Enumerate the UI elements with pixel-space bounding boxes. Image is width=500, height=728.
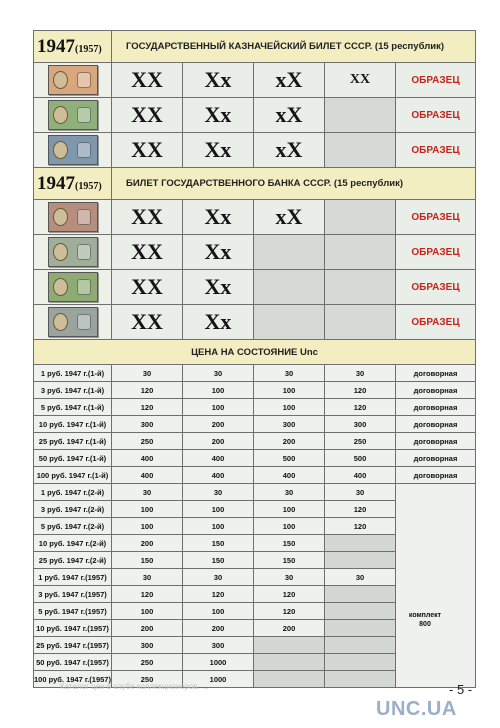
price-value-2: 30 — [183, 569, 254, 586]
price-value-3: 200 — [254, 620, 325, 637]
price-row-name: 100 руб. 1947 г.(1957) — [34, 671, 112, 688]
komplekt-value: 800 — [419, 621, 431, 628]
variant-mark-4 — [325, 270, 396, 305]
portrait-icon — [53, 313, 68, 331]
emblem-icon — [77, 244, 91, 260]
price-value-3: 120 — [254, 586, 325, 603]
price-value-1: 100 — [112, 518, 183, 535]
price-value-1: 300 — [112, 637, 183, 654]
price-row — [34, 416, 476, 433]
price-row — [34, 450, 476, 467]
price-value-3: 400 — [254, 467, 325, 484]
price-value-2: 200 — [183, 416, 254, 433]
price-value-4: 30 — [325, 484, 396, 501]
page-number: - 5 - — [449, 682, 473, 697]
year-text: 1947 — [37, 35, 75, 57]
price-value-2: 150 — [183, 535, 254, 552]
section-header — [34, 168, 476, 200]
portrait-icon — [53, 141, 68, 159]
sample-label: ОБРАЗЕЦ — [396, 133, 476, 168]
variant-mark-4 — [325, 133, 396, 168]
price-value-4: 30 — [325, 365, 396, 382]
price-value-2: 400 — [183, 467, 254, 484]
price-value-4 — [325, 586, 396, 603]
banknote-thumbnail — [48, 100, 98, 130]
variant-mark-1: XX — [112, 305, 183, 340]
price-value-3 — [254, 671, 325, 688]
banknote-row — [34, 63, 476, 98]
price-value-1: 150 — [112, 552, 183, 569]
price-row-name: 25 руб. 1947 г.(1-й) — [34, 433, 112, 450]
price-negotiable: договорная — [396, 433, 476, 450]
sample-label: ОБРАЗЕЦ — [396, 98, 476, 133]
banknote-image-cell — [34, 305, 112, 340]
price-value-3: 100 — [254, 382, 325, 399]
price-row — [34, 382, 476, 399]
price-negotiable: договорная — [396, 450, 476, 467]
price-value-3 — [254, 654, 325, 671]
section-header — [34, 31, 476, 63]
price-title: ЦЕНА НА СОСТОЯНИЕ Unc — [34, 340, 476, 365]
price-value-1: 200 — [112, 620, 183, 637]
banknote-thumbnail — [48, 202, 98, 232]
price-negotiable: договорная — [396, 467, 476, 484]
komplekt-label: комплект — [408, 612, 442, 619]
price-value-2: 100 — [183, 518, 254, 535]
variant-mark-3 — [254, 270, 325, 305]
banknote-image-cell — [34, 200, 112, 235]
price-value-3: 30 — [254, 569, 325, 586]
price-negotiable: договорная — [396, 365, 476, 382]
price-row-name: 5 руб. 1947 г.(1-й) — [34, 399, 112, 416]
price-row-name: 3 руб. 1947 г.(2-й) — [34, 501, 112, 518]
variant-mark-2: Xx — [183, 270, 254, 305]
price-value-1: 300 — [112, 416, 183, 433]
price-value-1: 30 — [112, 569, 183, 586]
catalog-page — [33, 30, 475, 688]
price-value-2: 1000 — [183, 671, 254, 688]
price-value-4 — [325, 637, 396, 654]
variant-mark-3 — [254, 305, 325, 340]
price-value-3: 30 — [254, 484, 325, 501]
sample-label: ОБРАЗЕЦ — [396, 270, 476, 305]
price-value-4 — [325, 654, 396, 671]
variant-mark-3: xX — [254, 200, 325, 235]
price-row — [34, 484, 476, 501]
price-value-3: 150 — [254, 535, 325, 552]
price-row — [34, 365, 476, 382]
sample-label: ОБРАЗЕЦ — [396, 63, 476, 98]
price-value-3: 120 — [254, 603, 325, 620]
banknote-image-cell — [34, 270, 112, 305]
variant-mark-1: XX — [112, 133, 183, 168]
footer-faint-text: Каталог цен в клубе коллекционеров. ... — [60, 682, 209, 691]
banknote-row — [34, 200, 476, 235]
price-value-2: 100 — [183, 603, 254, 620]
portrait-icon — [53, 71, 68, 89]
banknote-row — [34, 133, 476, 168]
emblem-icon — [77, 72, 91, 88]
price-value-2: 100 — [183, 501, 254, 518]
variant-mark-3: xX — [254, 98, 325, 133]
banknote-image-cell — [34, 235, 112, 270]
price-value-3: 300 — [254, 416, 325, 433]
price-row-name: 5 руб. 1947 г.(1957) — [34, 603, 112, 620]
variant-mark-1: XX — [112, 98, 183, 133]
price-value-2: 1000 — [183, 654, 254, 671]
price-row-name: 5 руб. 1947 г.(2-й) — [34, 518, 112, 535]
price-value-3: 200 — [254, 433, 325, 450]
emblem-icon — [77, 314, 91, 330]
variant-mark-1: XX — [112, 63, 183, 98]
price-row-name: 1 руб. 1947 г.(2-й) — [34, 484, 112, 501]
price-value-3: 100 — [254, 518, 325, 535]
variant-mark-2: Xx — [183, 200, 254, 235]
sample-label: ОБРАЗЕЦ — [396, 235, 476, 270]
price-value-1: 400 — [112, 450, 183, 467]
emblem-icon — [77, 107, 91, 123]
price-value-2: 30 — [183, 484, 254, 501]
price-value-2: 120 — [183, 586, 254, 603]
price-row-name: 25 руб. 1947 г.(2-й) — [34, 552, 112, 569]
price-value-4: 400 — [325, 467, 396, 484]
variant-mark-4 — [325, 235, 396, 270]
price-value-4: 120 — [325, 399, 396, 416]
variant-mark-1: XX — [112, 200, 183, 235]
emblem-icon — [77, 279, 91, 295]
section-year — [34, 31, 112, 63]
price-row-name: 3 руб. 1947 г.(1957) — [34, 586, 112, 603]
price-value-2: 400 — [183, 450, 254, 467]
price-value-4 — [325, 671, 396, 688]
price-row-name: 25 руб. 1947 г.(1957) — [34, 637, 112, 654]
price-value-1: 30 — [112, 484, 183, 501]
price-value-4: 120 — [325, 382, 396, 399]
section-title: ГОСУДАРСТВЕННЫЙ КАЗНАЧЕЙСКИЙ БИЛЕТ СССР. (15 республик) — [112, 31, 476, 63]
price-row — [34, 467, 476, 484]
variant-mark-2: Xx — [183, 235, 254, 270]
price-value-2: 150 — [183, 552, 254, 569]
price-row-name: 10 руб. 1947 г.(2-й) — [34, 535, 112, 552]
banknote-table — [33, 30, 476, 688]
variant-mark-2: Xx — [183, 98, 254, 133]
price-value-2: 300 — [183, 637, 254, 654]
price-row-name: 100 руб. 1947 г.(1-й) — [34, 467, 112, 484]
banknote-image-cell — [34, 98, 112, 133]
price-negotiable: договорная — [396, 416, 476, 433]
variant-mark-3 — [254, 235, 325, 270]
variant-mark-1: XX — [112, 270, 183, 305]
price-value-4 — [325, 535, 396, 552]
variant-mark-4 — [325, 98, 396, 133]
banknote-row — [34, 235, 476, 270]
price-value-2: 200 — [183, 620, 254, 637]
price-negotiable: договорная — [396, 382, 476, 399]
price-value-1: 100 — [112, 501, 183, 518]
portrait-icon — [53, 106, 68, 124]
price-value-4: 500 — [325, 450, 396, 467]
price-row-name: 50 руб. 1947 г.(1-й) — [34, 450, 112, 467]
watermark: UNC.UA — [376, 698, 457, 720]
variant-mark-3: xX — [254, 133, 325, 168]
price-header — [34, 340, 476, 365]
price-row-name: 1 руб. 1947 г.(1-й) — [34, 365, 112, 382]
price-komplekt-cell — [396, 484, 476, 688]
banknote-thumbnail — [48, 272, 98, 302]
banknote-thumbnail — [48, 65, 98, 95]
price-value-1: 120 — [112, 586, 183, 603]
banknote-image-cell — [34, 133, 112, 168]
price-row-name: 10 руб. 1947 г.(1-й) — [34, 416, 112, 433]
price-value-3 — [254, 637, 325, 654]
variant-mark-2: Xx — [183, 305, 254, 340]
price-value-1: 400 — [112, 467, 183, 484]
banknote-row — [34, 98, 476, 133]
price-value-2: 200 — [183, 433, 254, 450]
year-sub: (1957) — [75, 43, 102, 55]
price-row-name: 3 руб. 1947 г.(1-й) — [34, 382, 112, 399]
price-value-2: 30 — [183, 365, 254, 382]
variant-mark-2: Xx — [183, 63, 254, 98]
portrait-icon — [53, 278, 68, 296]
sample-label: ОБРАЗЕЦ — [396, 200, 476, 235]
portrait-icon — [53, 243, 68, 261]
price-row-name: 50 руб. 1947 г.(1957) — [34, 654, 112, 671]
banknote-thumbnail — [48, 237, 98, 267]
price-value-4: 300 — [325, 416, 396, 433]
price-row-name: 1 руб. 1947 г.(1957) — [34, 569, 112, 586]
price-value-4: 250 — [325, 433, 396, 450]
price-row — [34, 433, 476, 450]
price-value-1: 250 — [112, 671, 183, 688]
komplekt-note — [375, 611, 475, 629]
price-value-2: 100 — [183, 399, 254, 416]
section-title: БИЛЕТ ГОСУДАРСТВЕННОГО БАНКА СССР. (15 республик) — [112, 168, 476, 200]
price-value-2: 100 — [183, 382, 254, 399]
variant-mark-4 — [325, 305, 396, 340]
price-row-name: 10 руб. 1947 г.(1957) — [34, 620, 112, 637]
emblem-icon — [77, 142, 91, 158]
price-negotiable: договорная — [396, 399, 476, 416]
section-year — [34, 168, 112, 200]
year-text: 1947 — [37, 172, 75, 194]
year-sub: (1957) — [75, 180, 102, 192]
price-value-1: 200 — [112, 535, 183, 552]
variant-mark-4 — [325, 200, 396, 235]
price-value-3: 30 — [254, 365, 325, 382]
price-value-3: 150 — [254, 552, 325, 569]
price-value-4: 120 — [325, 501, 396, 518]
price-value-1: 120 — [112, 399, 183, 416]
variant-mark-1: XX — [112, 235, 183, 270]
emblem-icon — [77, 209, 91, 225]
price-row — [34, 399, 476, 416]
price-value-3: 500 — [254, 450, 325, 467]
price-value-1: 120 — [112, 382, 183, 399]
price-value-1: 250 — [112, 433, 183, 450]
price-value-4 — [325, 552, 396, 569]
price-value-1: 100 — [112, 603, 183, 620]
price-value-4: 30 — [325, 569, 396, 586]
variant-mark-2: Xx — [183, 133, 254, 168]
variant-mark-3: xX — [254, 63, 325, 98]
price-value-3: 100 — [254, 501, 325, 518]
banknote-row — [34, 270, 476, 305]
price-value-1: 250 — [112, 654, 183, 671]
price-value-3: 100 — [254, 399, 325, 416]
portrait-icon — [53, 208, 68, 226]
banknote-thumbnail — [48, 135, 98, 165]
banknote-thumbnail — [48, 307, 98, 337]
banknote-row — [34, 305, 476, 340]
variant-mark-4: XX — [325, 63, 396, 98]
price-value-1: 30 — [112, 365, 183, 382]
sample-label: ОБРАЗЕЦ — [396, 305, 476, 340]
price-value-4: 120 — [325, 518, 396, 535]
banknote-image-cell — [34, 63, 112, 98]
